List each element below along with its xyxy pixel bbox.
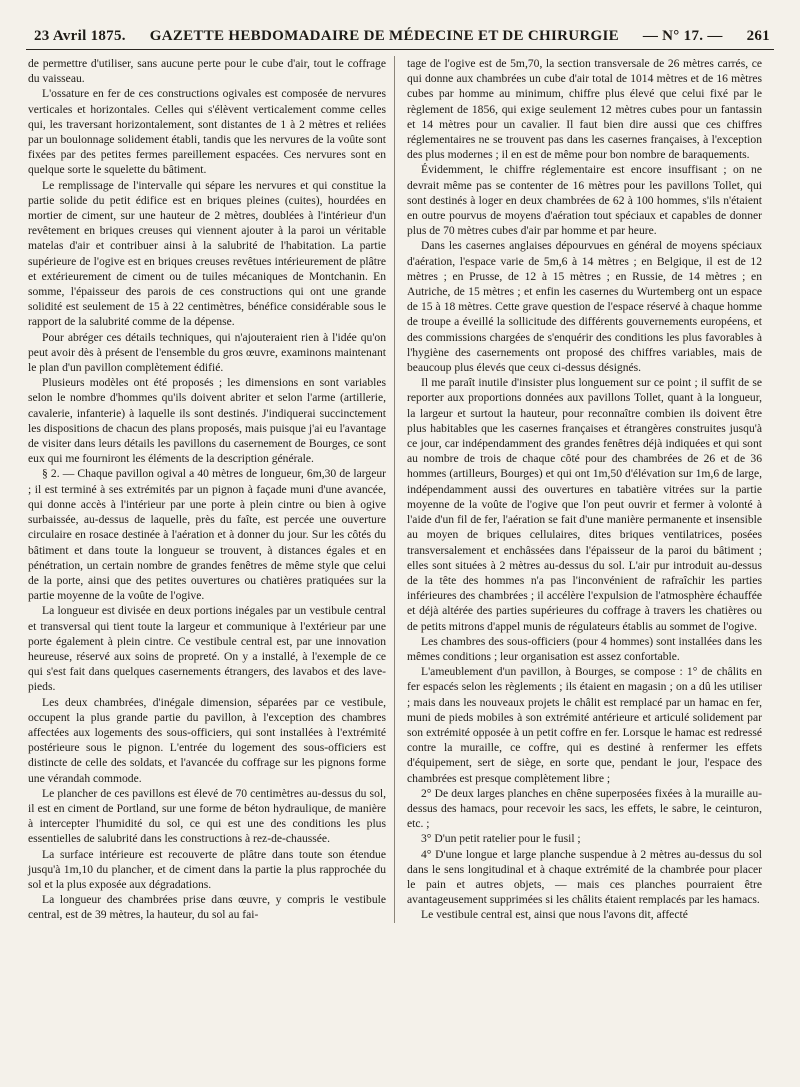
running-header xyxy=(22,28,778,49)
right-column xyxy=(394,56,766,923)
paragraph: Le plancher de ces pavillons est élevé de 70 centimètres au-dessus du sol, il est en ciment de Portland, sur une forme de béton hydraulique, de manière à intercepter l'humidité du sol, ce qui est une des conditions les plus essentielles de salubrité dans les constructions à rez-de-chaussée. xyxy=(28,786,386,846)
paragraph: Pour abréger ces détails techniques, qui n'ajouteraient rien à l'idée qu'on peut avoir dès à présent de l'ensemble du gros œuvre, examinons maintenant le plan d'un pavillon complètement édifié. xyxy=(28,330,386,375)
header-issue-number: — N° 17. — xyxy=(642,28,723,44)
paragraph: Les chambres des sous-officiers (pour 4 hommes) sont installées dans les mêmes conditions ; leur organisation est assez confortable. xyxy=(407,634,762,663)
left-column xyxy=(22,56,394,923)
paragraph: L'ossature en fer de ces constructions ogivales est composée de nervures verticales et horizontales. Celles qui s'élèvent verticalement comme celles qui, les traversant horizontalement, sont distantes de 1 à 2 mètres et reliées par un boulonnage solidement établi, tandis que les nervures de la voûte sont fixées par des petites fermes pareillement espacées. Ces nervures sont en quelque sorte le squelette du bâtiment. xyxy=(28,87,386,177)
paragraph: 4° D'une longue et large planche suspendue à 2 mètres au-dessus du sol dans le sens longitudinal et à chaque extrémité de la chambrée pour placer le pain et autres objets, — mais ces planches pourraient être avantageusement supprimées si les châlits étaient remplacés par les hamacs. xyxy=(407,847,762,907)
header-rule xyxy=(26,49,774,50)
paragraph: tage de l'ogive est de 5m,70, la section transversale de 26 mètres carrés, ce qui donne aux chambrées un cube d'air total de 1014 mètres et de 16 mètres cubes par homme au minimum, chiffre plus élevé que celui fixé par le règlement de 1856, qui exige seulement 12 mètres cubes pour un fantassin et 14 mètres pour un cavalier. Il faut bien dire aussi que ces chiffres réglementaires ne se trouvent pas dans les casernes françaises, à l'exception des plus modernes ; il en est de même pour bon nombre de baraquements. xyxy=(407,57,762,162)
paragraph: § 2. — Chaque pavillon ogival a 40 mètres de longueur, 6m,30 de largeur ; il est terminé à ses extrémités par un pignon à façade muni d'une avancée, qui donne accès à l'intérieur par une porte à plein cintre ou bien à ogive surbaissée, au-dessus de laquelle, près du faîte, est percée une ouverture circulaire en rosace destinée à l'aération et à donner du jour. Sur les côtés du bâtiment et dans toute la longueur se trouvent, à distances égales et en pénétration, un certain nombre de grandes fenêtres de même style que celui de la porte, ainsi que des petites ouvertures ou chatières pratiquées sur la partie moyenne de la voûte de l'ogive. xyxy=(28,467,386,603)
header-date: 23 Avril 1875. xyxy=(34,28,126,44)
paragraph: Évidemment, le chiffre réglementaire est encore insuffisant ; on ne devrait même pas se contenter de 16 mètres pour les pavillons Tollet, qui sont destinés à loger en deux chambrées de 62 à 100 hommes, s'ils n'étaient en outre pourvus de moyens d'aération tout spéciaux et capables de donner plus de 70 mètres cubes d'air par homme et par heure. xyxy=(407,163,762,238)
paragraph: 2° De deux larges planches en chêne superposées fixées à la muraille au-dessus des hamacs, pour recevoir les sacs, les effets, le sabre, le ceinturon, etc. ; xyxy=(407,786,762,831)
paragraph: La longueur est divisée en deux portions inégales par un vestibule central et transversal qui tient toute la largeur et communique à l'extérieur par une porte également à plein cintre. Ce vestibule central est, par une innovation heureuse, réservé aux soins de propreté. On y a installé, à l'exemple de ce qui s'est fait dans quelques casernements étrangers, des lavabos et des lave-pieds. xyxy=(28,604,386,694)
header-page-number: 261 xyxy=(746,28,770,44)
paragraph: Plusieurs modèles ont été proposés ; les dimensions en sont variables selon le nombre d'hommes qu'ils doivent abriter et selon l'arme (artillerie, cavalerie, infanterie) à laquelle ils sont destinés. J'indiquerai succinctement les dispositions de chacun des plans proposés, mais puisque j'ai eu l'avantage de visiter dans leurs détails les pavillons du casernement de Bourges, ce sont eux qui me fourniront les éléments de la description générale. xyxy=(28,376,386,466)
paragraph: 3° D'un petit ratelier pour le fusil ; xyxy=(421,832,581,846)
paragraph: de permettre d'utiliser, sans aucune perte pour le cube d'air, tout le coffrage du vaisseau. xyxy=(28,57,386,86)
paragraph: La surface intérieure est recouverte de plâtre dans toute son étendue jusqu'à 1m,10 du plancher, et de ciment dans la partie la plus rapprochée du sol et la plus exposée aux dégradations. xyxy=(28,847,386,891)
paragraph: Les deux chambrées, d'inégale dimension, séparées par ce vestibule, occupent la plus grande partie du pavillon, à l'exception des chambres affectées aux logements des sous-officiers, qui sont installées à l'extrémité postérieure sous le pignon. L'entrée du logement des sous-officiers est distincte de celle des soldats, et l'avancée du coffrage sur les pignons forme une vérandah commode. xyxy=(28,695,386,785)
text-columns xyxy=(22,56,778,923)
paragraph: Il me paraît inutile d'insister plus longuement sur ce point ; il suffit de se reporter aux proportions données aux pavillons Tollet, quant à la longueur, la largeur et surtout la hauteur, pour reconnaître combien ils doivent être plus habitables que les casernes françaises et étrangères construites jusqu'à ce jour, car indépendamment des grandes fenêtres déjà indiquées et qui sont au nombre de trois de chaque côté pour des chambrées de 26 et de 36 hommes (artilleurs, Bourges) et qui ont 1m,50 d'élévation sur 1m,6 de large, indépendamment aussi des ouvertures en tabatière vitrées sur la partie moyenne de la voûte de l'ogive que l'on peut ouvrir et fermer à volonté à l'aide d'un fil de fer, l'aération se fait d'une manière permanente et insensible au moyen de briques cellulaires, dites briques ventilatrices, posées transversalement et enchâssées dans l'épaisseur de la paroi du bâtiment ; elles sont situées à 2 mètres au-dessus du sol. L'air pur introduit au-dessus de la tête des hommes n'a pas l'inconvénient de rafraîchir les parties inférieures des chambrées ; il accélère l'expulsion de l'atmosphère échauffée et déjà altérée des parties supérieures du coffrage à travers les chatières ou de petits mitrons d'appel munis de régulateurs établis au sommet de l'ogive. xyxy=(407,376,762,633)
paragraph: La longueur des chambrées prise dans œuvre, y compris le vestibule central, est de 39 mètres, la hauteur, du sol au fai- xyxy=(28,893,386,922)
paragraph: L'ameublement d'un pavillon, à Bourges, se compose : 1° de châlits en fer espacés selon les règlements ; ils étaient en magasin ; on a dû les utiliser ; mais dans les nouveaux projets le châlit est remplacé par un hamac en fer, muni de pieds mobiles à son extrémité antérieure et articulé solidement par son extrémité opposée à un petit coffre en fer. Lorsque le hamac est redressé contre la muraille, ce coffre, qui es destiné à renfermer les effets d'équipement, sert de siège, en sorte que, pendant le jour, l'espace des chambrées est presque complètement libre ; xyxy=(407,665,762,785)
paragraph: Dans les casernes anglaises dépourvues en général de moyens spéciaux d'aération, l'espace varie de 5m,6 à 14 mètres ; en Belgique, il est de 12 mètres ; en Prusse, de 12 à 15 mètres ; en Russie, de 14 mètres ; en Autriche, de 15 mètres ; et enfin les casernes du Wurtemberg ont un espace de 15 à 18 mètres. Cette grave question de l'espace réservé à chaque homme de troupe a éveillé la sollicitude des différents gouvernements européens, et des commissions chargées de s'enquérir des conditions les plus favorables à l'hygiène des casernements ont proposé des chiffres variables, mais de beaucoup plus élevés que ceux ci-dessus désignés. xyxy=(407,239,762,375)
paragraph: Le vestibule central est, ainsi que nous l'avons dit, affecté xyxy=(421,908,688,922)
header-journal-title: GAZETTE HEBDOMADAIRE DE MÉDECINE ET DE CHIRURGIE xyxy=(149,28,619,44)
paragraph: Le remplissage de l'intervalle qui sépare les nervures et qui constitue la partie solide du petit édifice est en briques pleines (cuites), hourdées en mortier de ciment, sur une hauteur de 2 mètres, doublées à l'intérieur d'un revêtement en briques creuses qui viennent ajouter à la paroi un véritable matelas d'air et contribuer ainsi à la salubrité de l'habitation. La partie supérieure de l'ogive est en briques creuses revêtues intérieurement de plâtre et extérieurement de ciment ou de tuiles mécaniques de Montchanin. En somme, l'épaisseur des parois de ces constructions qui ont une grande solidité est seulement de 15 à 22 centimètres, bénéfice considérable sous le rapport de la salubrité comme de la dépense. xyxy=(28,178,386,329)
